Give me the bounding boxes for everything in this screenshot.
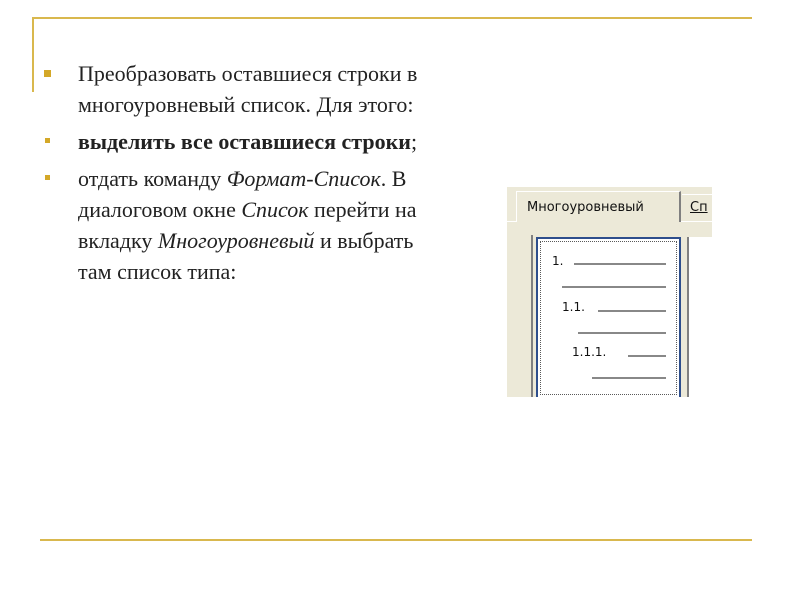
level-1-number: 1. [552,254,564,268]
bullet-item-1 [40,58,430,120]
square-bullet-icon [45,175,50,180]
bullet-text-3-part3: перейти на вкладку [78,197,417,253]
tab-multilevel-label: Многоуровневый [527,200,644,215]
bullet-item-2 [40,126,430,157]
dialog-name-list: Список [241,197,309,222]
menu-command-format-list: Формат-Список [226,166,381,191]
frame-top-line [32,17,752,19]
bullet-text-3-part2: . В диалоговом окне [78,166,407,222]
list-style-option-next[interactable] [687,237,712,399]
frame-left-line [32,17,34,92]
tab-next[interactable] [682,194,712,222]
level-1-line [574,263,666,265]
list-style-option-selected[interactable] [536,237,681,399]
level-2-number: 1.1. [562,300,585,314]
level-2-line [598,310,666,312]
list-style-cell-left[interactable] [507,223,529,397]
slide-content [40,58,430,293]
bullet-text-2-bold: выделить все оставшиеся строки [78,129,411,154]
tab-name-multilevel: Многоуровневый [157,228,315,253]
bullet-text-3-part4: и выбрать там список типа: [78,228,414,284]
square-bullet-icon [45,138,50,143]
list-dialog-fragment [507,187,712,412]
level-2-line-2 [578,332,666,334]
level-1-line-2 [562,286,666,288]
level-3-line [628,355,666,357]
level-3-number: 1.1.1. [572,345,607,359]
bullet-item-3 [40,163,430,287]
dialog-bottom-area [507,397,712,412]
square-bullet-icon [44,70,51,77]
cell-divider [531,235,533,403]
level-3-line-2 [592,377,666,379]
bullet-text-3-part1: отдать команду [78,166,227,191]
frame-bottom-line [40,539,752,541]
bullet-text-1: Преобразовать оставшиеся строки в многоуровневый список. Для этого: [78,61,418,117]
tab-next-label: Сп [690,200,708,215]
bullet-text-2-tail: ; [410,129,418,154]
tab-multilevel[interactable] [516,191,681,222]
